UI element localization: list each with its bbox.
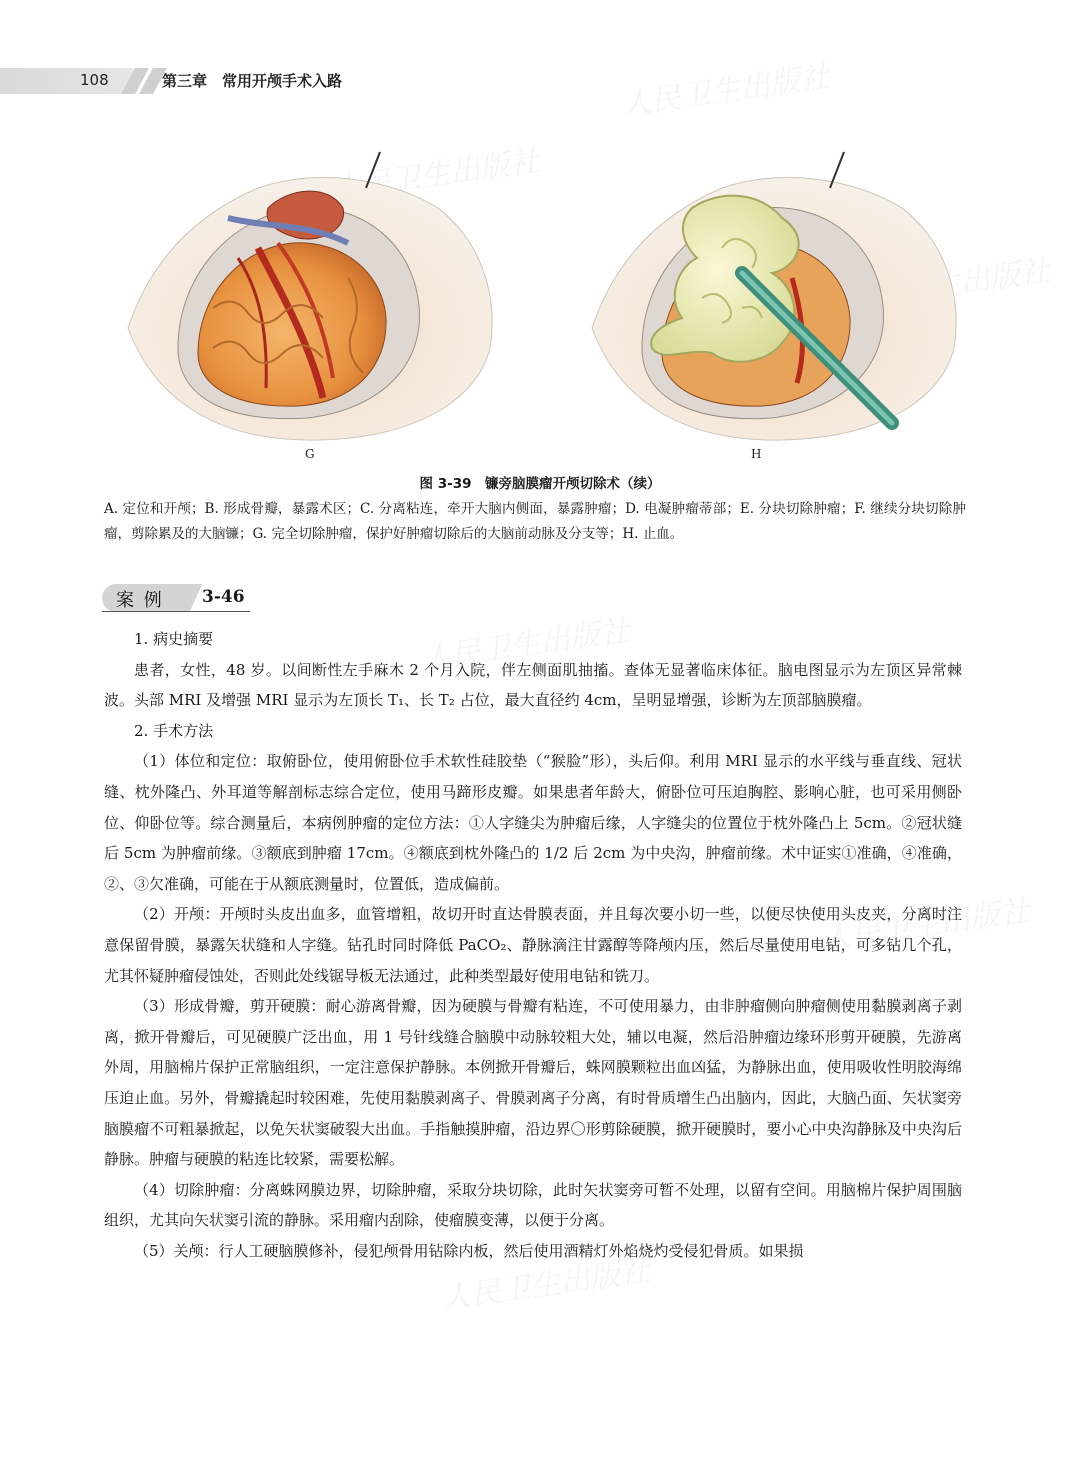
case-label: 案 例: [116, 590, 164, 611]
watermark: 人民卫生出版社: [819, 893, 1032, 958]
surgery-illustration-g: [118, 148, 504, 444]
watermark: 人民卫生出版社: [439, 1253, 652, 1318]
figure-title: 图 3-39 镰旁脑膜瘤开颅切除术（续）: [419, 476, 661, 492]
section-heading-method: 2. 手术方法: [134, 721, 214, 740]
watermark: 人民卫生出版社: [419, 613, 632, 678]
paragraph-craniotomy: （2）开颅：开颅时头皮出血多，血管增粗，故切开时直达骨膜表面，并且每次要小切一些，以便尽快使用头皮夹，分离时注意保留骨膜，暴露矢状缝和人字缝。钻孔时同时降低 PaCO₂、静脉滴注甘露醇等降颅内压，然后尽量使用电钻，可多钻几个孔，尤其怀疑肿瘤侵蚀处，否则此处线锯导板无法通过，此种类型最好使用电钻和铣刀。: [104, 905, 962, 985]
panel-label-h: H: [751, 447, 762, 461]
chapter-title: 第三章 常用开颅手术入路: [162, 72, 343, 90]
figure-legend: A. 定位和开颅；B. 形成骨瓣，暴露术区；C. 分离粘连，牵开大脑内侧面，暴露肿瘤；D. 电凝肿瘤蒂部；E. 分块切除肿瘤；F. 继续分块切除肿瘤，剪除累及的大脑镰；G. 完全切除肿瘤，保护好肿瘤切除后的大脑前动脉及分支等；H. 止血。: [104, 501, 966, 542]
page-number: 108: [80, 71, 109, 89]
section-heading-history: 1. 病史摘要: [134, 630, 214, 648]
paragraph-tumor-resection: （4）切除肿瘤：分离蛛网膜边界，切除肿瘤，采取分块切除，此时矢状窦旁可暂不处理，以留有空间。用脑棉片保护周围脑组织，尤其向矢状窦引流的静脉。采用瘤内刮除，使瘤膜变薄，以便于分离。: [104, 1180, 962, 1230]
paragraph-history: 患者，女性，48 岁。以间断性左手麻木 2 个月入院，伴左侧面肌抽搐。查体无显著临床体征。脑电图显示为左顶区异常棘波。头部 MRI 及增强 MRI 显示为左顶长 T₁、长 T₂ 占位，最大直径约 4cm，呈明显增强，诊断为左顶部脑膜瘤。: [104, 660, 962, 710]
surgery-illustration-h: [582, 148, 968, 444]
case-number: 3-46: [202, 587, 245, 607]
paragraph-positioning: （1）体位和定位：取俯卧位，使用俯卧位手术软性硅胶垫（“猴脸”形），头后仰。利用 MRI 显示的水平线与垂直线、冠状缝、枕外隆凸、外耳道等解剖标志综合定位，使用马蹄形皮瓣。如果患者年龄大，俯卧位可压迫胸腔、影响心脏，也可采用侧卧位、仰卧位等。综合测量后，本病例肿瘤的定位方法：①人字缝尖为肿瘤后缘，人字缝尖的位置位于枕外隆凸上 5cm。②冠状缝后 5cm 为肿瘤前缘。③额底到肿瘤 17cm。④额底到枕外隆凸的 1/2 后 2cm 为中央沟，肿瘤前缘。术中证实①准确，④准确，②、③欠准确，可能在于从额底测量时，位置低，造成偏前。: [104, 752, 962, 893]
panel-label-g: G: [305, 447, 315, 461]
paragraph-bone-flap: （3）形成骨瓣，剪开硬膜：耐心游离骨瓣，因为硬膜与骨瓣有粘连，不可使用暴力，由非肿瘤侧向肿瘤侧使用黏膜剥离子剥离，掀开骨瓣后，可见硬膜广泛出血，用 1 号针线缝合脑膜中动脉较粗大处，辅以电凝，然后沿肿瘤边缘环形剪开硬膜，先游离外周，用脑棉片保护正常脑组织，一定注意保护静脉。本例掀开骨瓣后，蛛网膜颗粒出血凶猛，为静脉出血，使用吸收性明胶海绵压迫止血。另外，骨瓣撬起时较困难，先使用黏膜剥离子、骨膜剥离子分离，有时骨质增生凸出脑内，因此，大脑凸面、矢状窦旁脑膜瘤不可粗暴掀起，以免矢状窦破裂大出血。手指触摸肿瘤，沿边界〇形剪除硬膜，掀开硬膜时，要小心中央沟静脉及中央沟后静脉。肿瘤与硬膜的粘连比较紧，需要松解。: [104, 997, 962, 1169]
watermark: 人民卫生出版社: [329, 143, 542, 208]
case-underline: [102, 611, 250, 612]
case-tag: [102, 584, 252, 612]
paragraph-closure: （5）关颅：行人工硬脑膜修补，侵犯颅骨用钻除内板，然后使用酒精灯外焰烧灼受侵犯骨质。如果损: [134, 1241, 804, 1260]
case-body: [104, 624, 962, 1266]
